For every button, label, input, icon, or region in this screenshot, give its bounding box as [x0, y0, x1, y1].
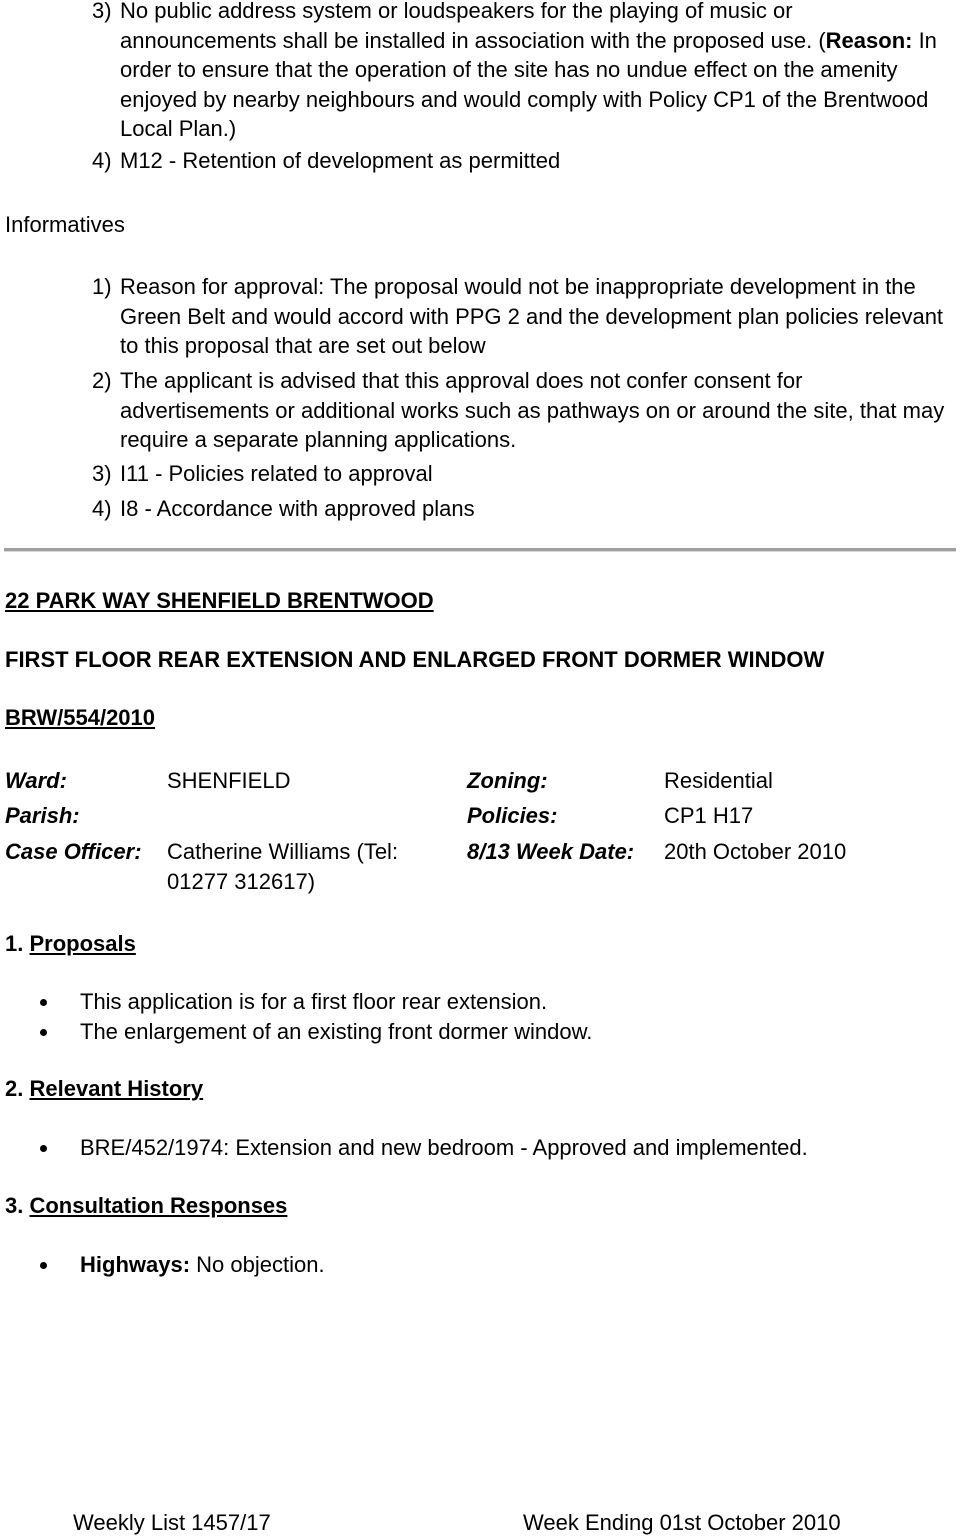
bullet-dot	[40, 1262, 47, 1269]
proposal-bullet	[40, 987, 940, 1017]
condition-4	[92, 146, 952, 176]
history-number: 2.	[5, 1076, 24, 1101]
parish-label: Parish:	[5, 803, 80, 828]
ward-value: SHENFIELD	[167, 768, 291, 793]
footer-weekly-list: Weekly List 1457/17	[73, 1510, 271, 1535]
consultation-bullet	[40, 1250, 940, 1280]
proposals-number: 1.	[5, 931, 24, 956]
informative-1-number: 1)	[92, 274, 112, 299]
policies-label: Policies:	[467, 803, 558, 828]
informative-3-number: 3)	[92, 461, 112, 486]
ward-label: Ward:	[5, 768, 67, 793]
informative-1-text: Reason for approval: The proposal would not be inappropriate development in the Green Belt and would accord with PPG 2 and the development plan policies relevant to this proposal that are set out below	[120, 274, 944, 358]
proposal-bullet-text: This application is for a first floor rear extension.	[80, 989, 548, 1014]
history-bullet	[40, 1133, 940, 1163]
condition-3-number: 3)	[92, 0, 112, 23]
informative-2	[92, 366, 952, 455]
history-title: Relevant History	[29, 1076, 204, 1101]
week-date-label: 8/13 Week Date:	[467, 839, 635, 864]
informatives-label: Informatives	[5, 212, 125, 237]
proposals-heading	[5, 929, 136, 959]
bullet-dot	[40, 999, 47, 1006]
informative-4-text: I8 - Accordance with approved plans	[120, 496, 475, 521]
informative-3-text: I11 - Policies related to approval	[120, 461, 433, 486]
section-divider	[4, 548, 956, 552]
consultation-heading	[5, 1191, 287, 1221]
highways-label: Highways:	[80, 1252, 191, 1277]
informative-1	[92, 272, 952, 361]
reason-label: Reason:	[825, 27, 913, 53]
informative-2-text: The applicant is advised that this approval does not confer consent for advertisements or additional works such as pathways on or around the site, that may require a separate planning applications.	[120, 368, 945, 452]
policies-value: CP1 H17	[664, 803, 754, 828]
history-heading	[5, 1074, 203, 1104]
history-bullet-text: BRE/452/1974: Extension and new bedroom - Approved and implemented.	[80, 1135, 808, 1160]
condition-4-text: M12 - Retention of development as permitted	[120, 148, 561, 173]
proposals-title: Proposals	[29, 931, 136, 956]
informative-2-number: 2)	[92, 368, 112, 393]
consultation-number: 3.	[5, 1193, 24, 1218]
informative-3	[92, 459, 952, 489]
consultation-title: Consultation Responses	[29, 1193, 288, 1218]
informative-4	[92, 494, 952, 524]
proposal-bullet-text: The enlargement of an existing front dormer window.	[80, 1019, 593, 1044]
zoning-label: Zoning:	[467, 768, 548, 793]
application-description: FIRST FLOOR REAR EXTENSION AND ENLARGED FRONT DORMER WINDOW	[5, 647, 825, 672]
consultation-bullet-text: Highways: No objection.	[80, 1252, 325, 1277]
application-address: 22 PARK WAY SHENFIELD BRENTWOOD	[5, 588, 434, 613]
bullet-dot	[40, 1145, 47, 1152]
case-officer-value: Catherine Williams (Tel: 01277 312617)	[167, 839, 399, 894]
condition-4-number: 4)	[92, 148, 112, 173]
proposal-bullet	[40, 1017, 940, 1047]
footer-week-ending: Week Ending 01st October 2010	[523, 1510, 841, 1535]
week-date-value: 20th October 2010	[664, 839, 847, 864]
informative-4-number: 4)	[92, 496, 112, 521]
bullet-dot	[40, 1029, 47, 1036]
condition-3-text: No public address system or loudspeakers for the playing of music or announcements shall be installed in association with the proposed use. (Reason: In order to ensure that the operation of the site has no undue effect on the amenity enjoyed by nearby neighbours and would comply with Policy CP1 of the Brentwood Local Plan.)	[120, 0, 937, 141]
condition-3	[92, 0, 952, 144]
zoning-value: Residential	[664, 768, 773, 793]
case-officer-label: Case Officer:	[5, 839, 142, 864]
application-reference: BRW/554/2010	[5, 705, 156, 730]
